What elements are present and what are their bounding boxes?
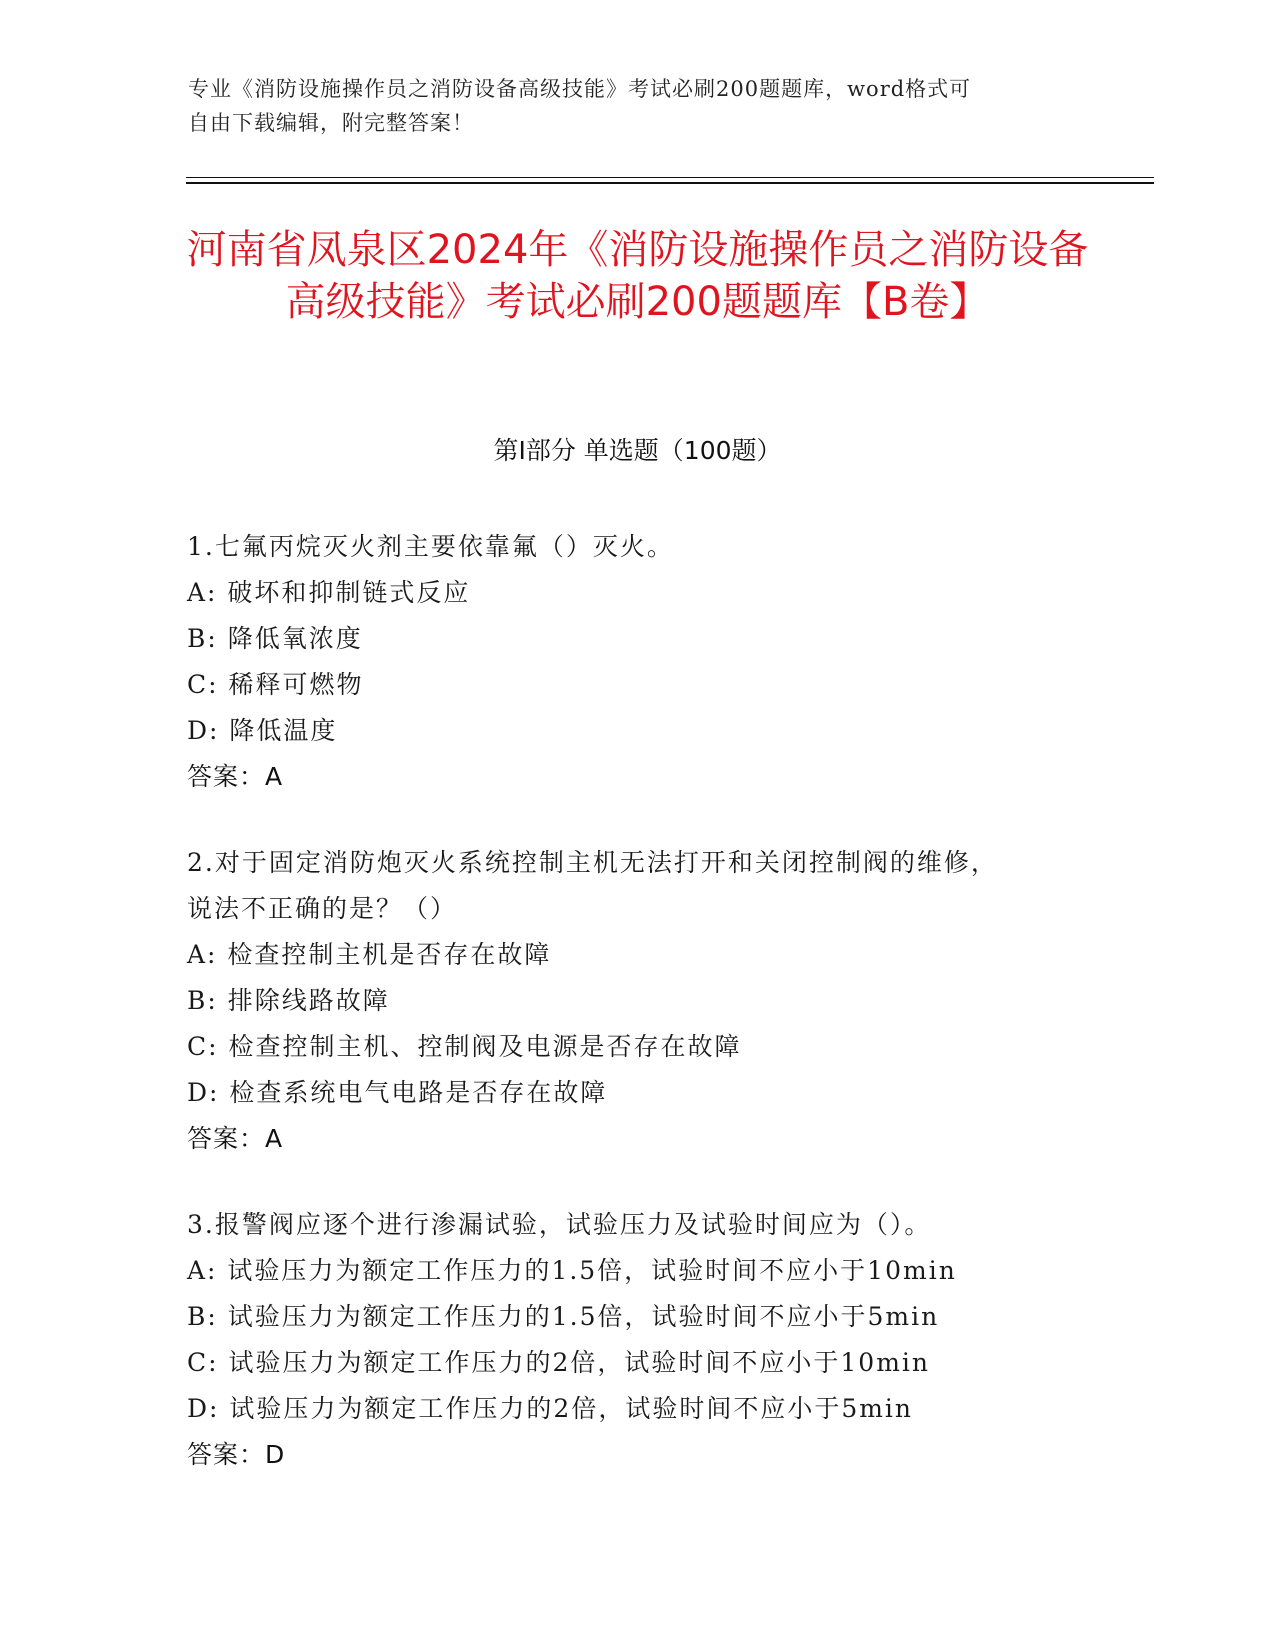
question-2-stem-line-1: 2.对于固定消防炮灭火系统控制主机无法打开和关闭控制阀的维修， [187,848,998,877]
question-1-option-a: A: 破坏和抑制链式反应 [187,578,471,607]
question-2 [187,840,1087,1162]
question-1-answer: 答案：A [187,762,284,791]
question-3-option-d: D: 试验压力为额定工作压力的2倍，试验时间不应小于5min [187,1394,914,1423]
header-note-line-1: 专业《消防设施操作员之消防设备高级技能》考试必刷200题题库，word格式可 [188,77,972,101]
question-2-stem-line-2: 说法不正确的是？（） [187,894,458,923]
question-3-option-a: A: 试验压力为额定工作压力的1.5倍，试验时间不应小于10min [187,1256,957,1285]
document-title: 河南省凤泉区2024年《消防设施操作员之消防设备高级技能》考试必刷200题题库【B卷】 [186,227,1089,325]
header-note [188,72,1088,140]
question-1-stem: 1.七氟丙烷灭火剂主要依靠氟（）灭火。 [187,532,674,561]
question-3 [187,1202,1087,1478]
section-heading: 第I部分 单选题（100题） [493,436,782,465]
question-1-option-d: D: 降低温度 [187,716,338,745]
question-3-stem: 3.报警阀应逐个进行渗漏试验，试验压力及试验时间应为（）。 [187,1210,932,1239]
question-1 [187,524,1087,800]
question-3-option-b: B: 试验压力为额定工作压力的1.5倍，试验时间不应小于5min [187,1302,940,1331]
question-2-option-b: B: 排除线路故障 [187,986,390,1015]
question-3-answer: 答案：D [187,1440,286,1469]
question-1-option-b: B: 降低氧浓度 [187,624,363,653]
question-2-option-d: D: 检查系统电气电路是否存在故障 [187,1078,608,1107]
header-divider-thick [186,182,1154,184]
question-3-option-c: C: 试验压力为额定工作压力的2倍，试验时间不应小于10min [187,1348,931,1377]
question-2-answer: 答案：A [187,1124,284,1153]
question-2-option-c: C: 检查控制主机、控制阀及电源是否存在故障 [187,1032,742,1061]
header-note-line-2: 自由下载编辑，附完整答案！ [188,111,474,135]
header-divider-thin [186,177,1154,178]
question-1-option-c: C: 稀释可燃物 [187,670,364,699]
question-2-option-a: A: 检查控制主机是否存在故障 [187,940,552,969]
